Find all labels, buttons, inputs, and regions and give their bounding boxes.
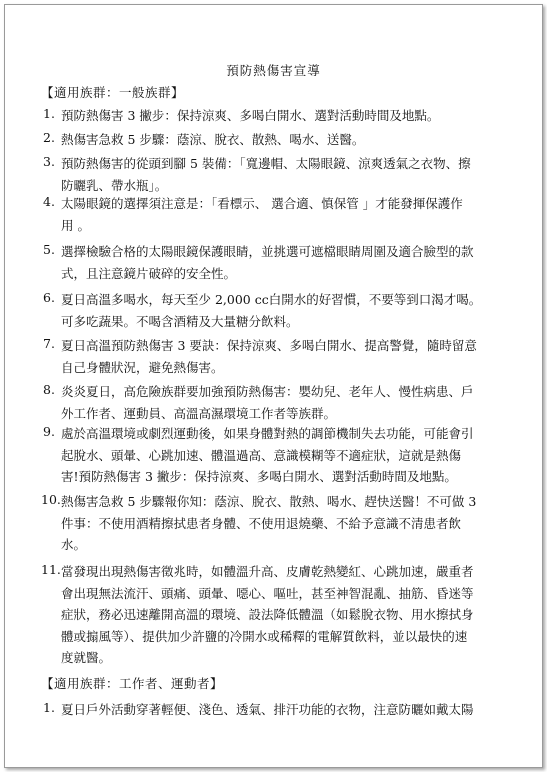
- list-item-line: 夏日戶外活動穿著輕便、淺色、透氣、排汗功能的衣物，注意防曬如戴太陽: [61, 702, 474, 717]
- list-item-number: 11.: [41, 562, 61, 577]
- list-item-line: 度就醫。: [61, 650, 112, 665]
- list-item-line: 會出現無法流汗、頭痛、頭暈、噁心、嘔吐，甚至神智混亂、抽筋、昏迷等: [61, 585, 474, 601]
- list-item-number: 9.: [43, 424, 55, 439]
- list-item-number: 7.: [43, 336, 55, 351]
- list-item-line: 外工作者、運動員、高溫高濕環境工作者等族群。: [61, 405, 337, 421]
- list-item-line: 水。: [61, 537, 87, 552]
- list-item-line: 熱傷害急救 5 步驟：蔭涼、脫衣、散熱、喝水、送醫。: [61, 132, 365, 147]
- list-item-number: 8.: [43, 382, 55, 397]
- list-item-line: 選擇檢驗合格的太陽眼鏡保護眼睛，並挑選可遮檔眼睛周圍及適合臉型的款: [61, 244, 474, 259]
- list-item-line: 自己身體狀況，避免熱傷害。: [61, 359, 224, 375]
- list-item-line: 防曬乳、帶水瓶」。: [61, 177, 168, 193]
- list-item-number: 10.: [41, 492, 61, 507]
- list-item-line: 用 。: [61, 217, 90, 233]
- list-item-line: 件事：不使用酒精擦拭患者身體、不使用退燒藥、不給予意識不清患者飲: [61, 515, 462, 531]
- list-item-number: 1.: [43, 106, 55, 121]
- document-page: [4, 4, 543, 768]
- document-title: 預防熱傷害宣導: [226, 63, 321, 78]
- list-item-line: 起脫水、頭暈、心跳加速、體溫過高、意識模糊等不適症狀，這就是熱傷: [61, 447, 462, 463]
- list-item-line: 症狀，務必迅速離開高溫的環境、設法降低體溫（如鬆脫衣物、用水擦拭身: [61, 607, 474, 622]
- section-heading: 【適用族群：工作者、運動者】: [41, 676, 224, 691]
- list-item-line: 夏日高溫預防熱傷害 3 要訣：保持涼爽、多喝白開水、提高警覺，隨時留意: [61, 338, 477, 353]
- list-item-number: 4.: [43, 194, 55, 209]
- list-item-line: 預防熱傷害 3 撇步：保持涼爽、多喝白開水、選對活動時間及地點。: [61, 108, 440, 123]
- list-item-line: 炎炎夏日，高危險族群要加強預防熱傷害：嬰幼兒、老年人、慢性病患、戶: [61, 384, 474, 399]
- list-item-number: 6.: [43, 290, 55, 305]
- list-item-line: 預防熱傷害的從頭到腳 5 裝備：「寬邊帽、太陽眼鏡、涼爽透氣之衣物、擦: [61, 156, 471, 171]
- list-item-line: 體或搧風等）、提供加少許鹽的冷開水或稀釋的電解質飲料，並以最快的速: [61, 628, 468, 644]
- list-item-line: 當發現出現熱傷害徵兆時，如體溫升高、皮膚乾熱變紅、心跳加速，嚴重者: [61, 564, 474, 579]
- list-item-line: 夏日高溫多喝水，每天至少 2,000 cc白開水的好習慣，不要等到口渴才喝。: [61, 292, 482, 307]
- list-item-line: 處於高溫環境或劇烈運動後，如果身體對熱的調節機制失去功能，可能會引: [61, 426, 474, 441]
- list-item-line: 熱傷害急救 5 步驟報你知：蔭涼、脫衣、散熱、喝水、趕快送醫！不可做 3: [61, 494, 477, 509]
- list-item-number: 2.: [43, 130, 55, 145]
- list-item-line: 害!預防熱傷害 3 撇步：保持涼爽、多喝白開水、選對活動時間及地點。: [61, 469, 457, 484]
- list-item-number: 1.: [43, 700, 55, 715]
- list-item-number: 3.: [43, 154, 55, 169]
- list-item-line: 可多吃蔬果。不喝含酒精及大量糖分飲料。: [61, 313, 299, 329]
- section-heading: 【適用族群：一般族群】: [41, 85, 185, 100]
- list-item-line: 式，且注意鏡片破碎的安全性。: [61, 265, 237, 281]
- list-item-line: 太陽眼鏡的選擇須注意是：「看標示、 選合適、慎保管 」才能發揮保護作: [61, 196, 463, 211]
- list-item-number: 5.: [43, 242, 55, 257]
